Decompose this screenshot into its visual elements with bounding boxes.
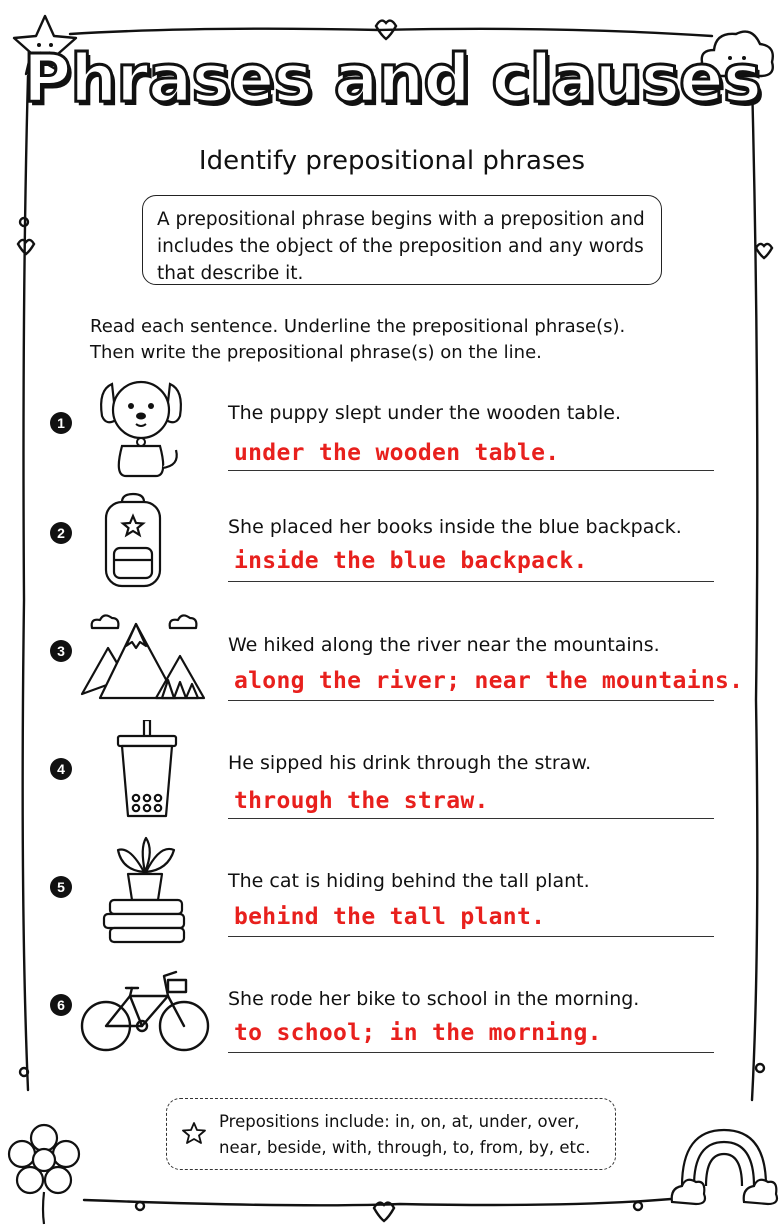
exercise-item	[0, 372, 784, 482]
exercise-item	[0, 836, 784, 946]
item-number: 3	[50, 640, 72, 662]
instructions-line: Read each sentence. Underline the prepositional phrase(s).	[90, 316, 626, 337]
answer-line	[228, 936, 714, 937]
definition-line: includes the object of the preposition and any words	[157, 236, 644, 257]
note-line: near, beside, with, through, to, from, by, etc.	[219, 1138, 591, 1157]
answer-line	[228, 581, 714, 582]
definition-line: that describe it.	[157, 263, 304, 284]
page-title: Phrases and clauses	[22, 40, 762, 117]
item-answer[interactable]: through the straw.	[234, 788, 489, 814]
item-answer[interactable]: along the river; near the mountains.	[234, 668, 744, 694]
answer-line	[228, 1052, 714, 1053]
item-sentence: He sipped his drink through the straw.	[228, 752, 592, 774]
exercise-item	[0, 490, 784, 600]
prepositions-note	[166, 1098, 616, 1170]
item-answer[interactable]: inside the blue backpack.	[234, 548, 588, 574]
plant-on-books-icon	[100, 836, 190, 946]
definition-box	[142, 195, 662, 285]
rainbow-icon	[668, 1116, 780, 1208]
item-answer[interactable]: to school; in the morning.	[234, 1020, 602, 1046]
item-number: 5	[50, 876, 72, 898]
star-icon	[181, 1121, 207, 1145]
item-number: 1	[50, 412, 72, 434]
exercise-item	[0, 608, 784, 718]
flower-icon	[4, 1122, 84, 1226]
item-sentence: We hiked along the river near the mountains.	[228, 634, 660, 656]
item-sentence: She rode her bike to school in the morning.	[228, 988, 640, 1010]
instructions	[90, 314, 690, 366]
answer-line	[228, 700, 714, 701]
answer-line	[228, 818, 714, 819]
answer-line	[228, 470, 714, 471]
bicycle-icon	[80, 966, 210, 1054]
page-subtitle: Identify prepositional phrases	[198, 146, 586, 176]
instructions-line: Then write the prepositional phrase(s) on the line.	[90, 342, 542, 363]
item-answer[interactable]: under the wooden table.	[234, 440, 560, 466]
definition-line: A prepositional phrase begins with a preposition and	[157, 209, 645, 230]
exercise-item	[0, 720, 784, 830]
item-sentence: She placed her books inside the blue backpack.	[228, 516, 682, 538]
exercise-item	[0, 958, 784, 1068]
note-line: Prepositions include: in, on, at, under, over,	[219, 1112, 580, 1131]
item-number: 2	[50, 522, 72, 544]
note-text	[219, 1109, 590, 1161]
puppy-icon	[96, 376, 186, 480]
mountains-icon	[80, 608, 208, 702]
backpack-icon	[102, 492, 164, 590]
drink-cup-icon	[114, 720, 180, 820]
item-sentence: The cat is hiding behind the tall plant.	[228, 870, 590, 892]
item-sentence: The puppy slept under the wooden table.	[228, 402, 621, 424]
item-answer[interactable]: behind the tall plant.	[234, 904, 546, 930]
item-number: 4	[50, 758, 72, 780]
item-number: 6	[50, 994, 72, 1016]
